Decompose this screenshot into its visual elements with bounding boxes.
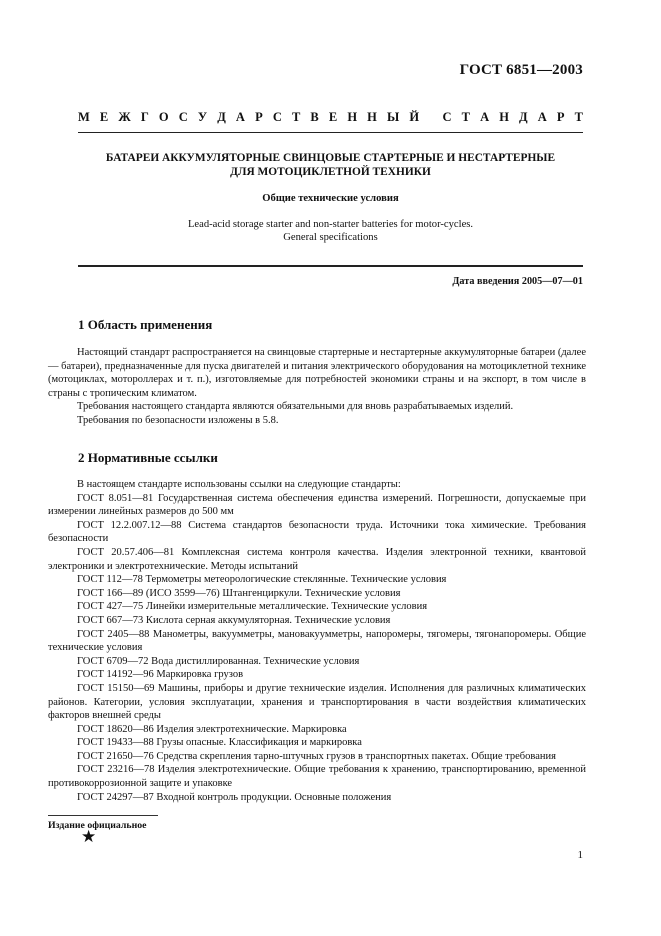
banner-letter: Ы	[387, 110, 400, 124]
section-1-heading: 1 Область применения	[78, 317, 213, 332]
banner-letter: М	[78, 110, 90, 124]
page-number: 1	[577, 849, 583, 861]
banner-letter: У	[197, 110, 208, 124]
reference-item: ГОСТ 8.051—81 Государственная система обеспечения единства измерений. Погрешности, допускаемые при измерении линейных размеров до 500 мм	[48, 492, 586, 518]
reference-item: ГОСТ 20.57.406—81 Комплексная система контроля качества. Изделия электронной техники, квантовой электроники и электротехнические. Методы испытаний	[48, 546, 586, 572]
title-line-2: ДЛЯ МОТОЦИКЛЕТНОЙ ТЕХНИКИ	[230, 166, 431, 178]
document-title	[78, 151, 583, 179]
interstate-standard-banner	[78, 110, 583, 125]
section-1-paragraph: Настоящий стандарт распространяется на свинцовые стартерные и нестартерные аккумуляторные батареи (далее — батареи), предназначенные для пуска двигателей и питания электрического оборудования на мотоциклетной технике (мотоциклах, мотороллерах и т. п.), изготовляемые для потребностей экономики страны и на экспорт, в том числе в страны с тропическим климатом.	[48, 347, 586, 399]
banner-letter: Т	[461, 110, 470, 124]
reference-item: ГОСТ 12.2.007.12—88 Система стандартов безопасности труда. Источники тока химические. Требования безопасности	[48, 519, 586, 545]
banner-letter: Г	[140, 110, 149, 124]
english-title-line-1: Lead-acid storage starter and non-starter batteries for motor-cycles.	[187, 219, 474, 230]
effective-date: Дата введения 2005—07—01	[452, 276, 583, 287]
reference-item: ГОСТ 2405—88 Манометры, вакуумметры, мановакуумметры, напоромеры, тягомеры, тягонапоромеры. Общие технические условия	[48, 628, 586, 654]
section-2-heading: 2 Нормативные ссылки	[78, 450, 218, 465]
section-1-paragraph: Требования настоящего стандарта являются обязательными для вновь разрабатываемых изделий.	[77, 401, 514, 413]
reference-item: ГОСТ 21650—76 Средства скрепления тарно-штучных грузов в транспортных пакетах. Общие требования	[77, 750, 556, 762]
document-code: ГОСТ 6851—2003	[459, 62, 583, 78]
banner-letter: Е	[328, 110, 338, 124]
banner-letter: Й	[409, 110, 420, 124]
banner-letter: Д	[217, 110, 226, 124]
banner-letter: Н	[347, 110, 358, 124]
section-2-body	[48, 478, 586, 804]
reference-item: ГОСТ 166—89 (ИСО 3599—76) Штангенциркули. Технические условия	[77, 587, 401, 599]
banner-letter: А	[235, 110, 245, 124]
star-mark: ★	[81, 827, 97, 847]
banner-letter: Т	[574, 110, 583, 124]
banner-letter: Д	[519, 110, 528, 124]
document-subtitle: Общие технические условия	[262, 193, 399, 204]
banner-letter: А	[480, 110, 490, 124]
reference-item: ГОСТ 18620—86 Изделия электротехнические. Маркировка	[77, 723, 347, 735]
title-line-1: БАТАРЕИ АККУМУЛЯТОРНЫЕ СВИНЦОВЫЕ СТАРТЕРНЫЕ И НЕСТАРТЕРНЫЕ	[105, 152, 556, 164]
reference-item: ГОСТ 6709—72 Вода дистиллированная. Технические условия	[77, 655, 360, 667]
banner-letter: Р	[255, 110, 263, 124]
banner-letter: Н	[367, 110, 377, 124]
banner-letter: А	[537, 110, 547, 124]
banner-letter: В	[310, 110, 319, 124]
reference-item: ГОСТ 427—75 Линейки измерительные металлические. Технические условия	[77, 601, 428, 613]
reference-item: ГОСТ 19433—88 Грузы опасные. Классификация и маркировка	[77, 737, 362, 749]
reference-item: ГОСТ 112—78 Термометры метеорологические стеклянные. Технические условия	[77, 574, 447, 586]
title-rule	[78, 265, 583, 267]
english-title-line-2: General specifications	[283, 232, 378, 243]
english-title	[78, 218, 583, 244]
header-rule	[78, 132, 583, 133]
banner-letter: Н	[499, 110, 509, 124]
banner-letter: С	[442, 110, 452, 124]
banner-letter: О	[158, 110, 169, 124]
banner-letter: С	[178, 110, 188, 124]
banner-letter: Е	[99, 110, 109, 124]
reference-item: ГОСТ 14192—96 Маркировка грузов	[77, 669, 244, 681]
section-2-intro: В настоящем стандарте использованы ссылки на следующие стандарты:	[77, 479, 401, 490]
reference-item: ГОСТ 24297—87 Входной контроль продукции. Основные положения	[77, 791, 392, 803]
reference-item: ГОСТ 23216—78 Изделия электротехнические. Общие требования к хранению, транспортированию, временной противокоррозионной защите и упаковке	[48, 764, 586, 790]
banner-letter: Т	[291, 110, 301, 124]
footer-rule	[48, 815, 158, 816]
section-1-body	[48, 346, 586, 428]
banner-gap	[429, 110, 432, 125]
reference-item: ГОСТ 15150—69 Машины, приборы и другие технические изделия. Исполнения для различных климатических районов. Категории, условия эксплуатации, хранения и транспортирования в части воздействия климатических факторов внешней среды	[48, 682, 586, 722]
section-1-paragraph: Требования по безопасности изложены в 5.8.	[77, 414, 279, 426]
banner-letter: Р	[556, 110, 565, 124]
banner-letter: Ж	[118, 110, 131, 124]
banner-letter: С	[272, 110, 282, 124]
reference-item: ГОСТ 667—73 Кислота серная аккумуляторная. Технические условия	[77, 614, 391, 626]
official-edition-label: Издание официальное	[48, 820, 147, 831]
